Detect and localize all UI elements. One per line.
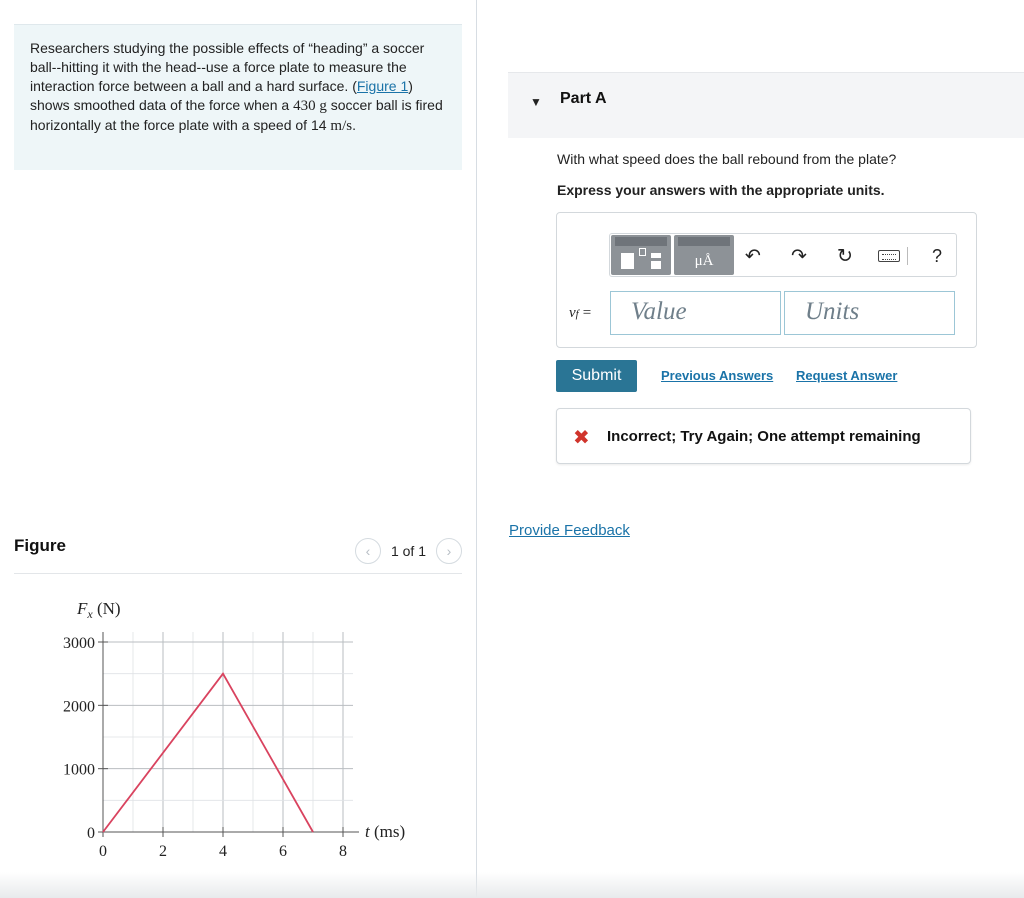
x-tick-label: 4	[219, 843, 227, 860]
toolbar-separator	[907, 247, 908, 265]
templates-icon[interactable]	[611, 235, 671, 275]
variable-sub: f	[575, 308, 579, 320]
force-curve	[103, 674, 313, 832]
pager-text: 1 of 1	[390, 543, 426, 559]
submit-button[interactable]: Submit	[556, 360, 637, 392]
figure-link[interactable]: Figure 1	[356, 78, 409, 94]
x-tick-label: 0	[99, 843, 107, 860]
problem-text-2: ) shows smoothed data of the force when a	[30, 78, 413, 113]
figure-title: Figure	[14, 536, 66, 555]
problem-text-4: .	[352, 117, 356, 133]
units-tile[interactable]	[674, 235, 734, 275]
left-column	[0, 0, 477, 898]
force-chart-svg	[40, 590, 440, 870]
chevron-right-icon[interactable]: ›	[436, 538, 462, 564]
instruction-text: Express your answers with the appropriate units.	[557, 182, 885, 198]
mass-value: 430 g	[293, 98, 327, 114]
x-tick-label: 6	[279, 843, 287, 860]
request-answer-link[interactable]: Request Answer	[796, 368, 898, 383]
right-column	[478, 0, 1024, 898]
triangle-down-icon[interactable]: ▼	[530, 95, 542, 109]
force-graph	[40, 590, 440, 870]
question-text: With what speed does the ball rebound from the plate?	[557, 151, 897, 167]
x-axis-label: t (ms)	[365, 822, 406, 841]
part-a-header[interactable]	[508, 72, 1024, 138]
provide-feedback-link[interactable]: Provide Feedback	[509, 522, 630, 539]
speed-unit: m/s	[330, 118, 353, 134]
problem-statement	[14, 24, 462, 170]
figure-header	[14, 530, 462, 574]
redo-icon[interactable]: ↷	[791, 245, 807, 267]
figure-pager	[355, 538, 462, 564]
value-input[interactable]: Value	[610, 291, 781, 335]
units-input[interactable]: Units	[784, 291, 955, 335]
units-tile-label: μÅ	[694, 253, 714, 269]
reset-icon[interactable]: ↻	[837, 245, 853, 267]
undo-icon[interactable]: ↶	[745, 245, 761, 267]
bottom-fade	[0, 872, 1024, 898]
feedback-text: Incorrect; Try Again; One attempt remaining	[607, 428, 921, 445]
previous-answers-link[interactable]: Previous Answers	[661, 368, 774, 383]
math-toolbar	[609, 233, 957, 277]
y-tick-label: 3000	[63, 635, 95, 652]
y-axis-label: $F_x$ (N)	[77, 599, 121, 621]
x-tick-label: 2	[159, 843, 167, 860]
part-a-title: Part A	[560, 90, 607, 107]
x-tick-label: 8	[339, 843, 347, 860]
variable-main: v	[569, 305, 576, 321]
equals-sign: =	[582, 305, 592, 321]
y-tick-label: 2000	[63, 698, 95, 716]
help-icon[interactable]: ?	[931, 245, 942, 266]
answer-box	[556, 212, 977, 348]
x-mark-icon: ✖	[573, 427, 590, 449]
feedback-box	[556, 408, 971, 464]
y-tick-label: 0	[87, 825, 95, 842]
y-tick-label: 1000	[63, 761, 95, 779]
keyboard-icon[interactable]	[876, 243, 902, 269]
chevron-left-icon[interactable]: ‹	[355, 538, 381, 564]
problem-text-3: soccer ball is fired horizontally at the force plate with a speed of 14	[30, 97, 443, 133]
variable-label	[569, 305, 591, 322]
problem-text-1: Researchers studying the possible effects of “heading” a soccer ball--hitting it with the head--use a force plate to measure the interaction force between a ball and a hard surface. (	[30, 40, 425, 94]
